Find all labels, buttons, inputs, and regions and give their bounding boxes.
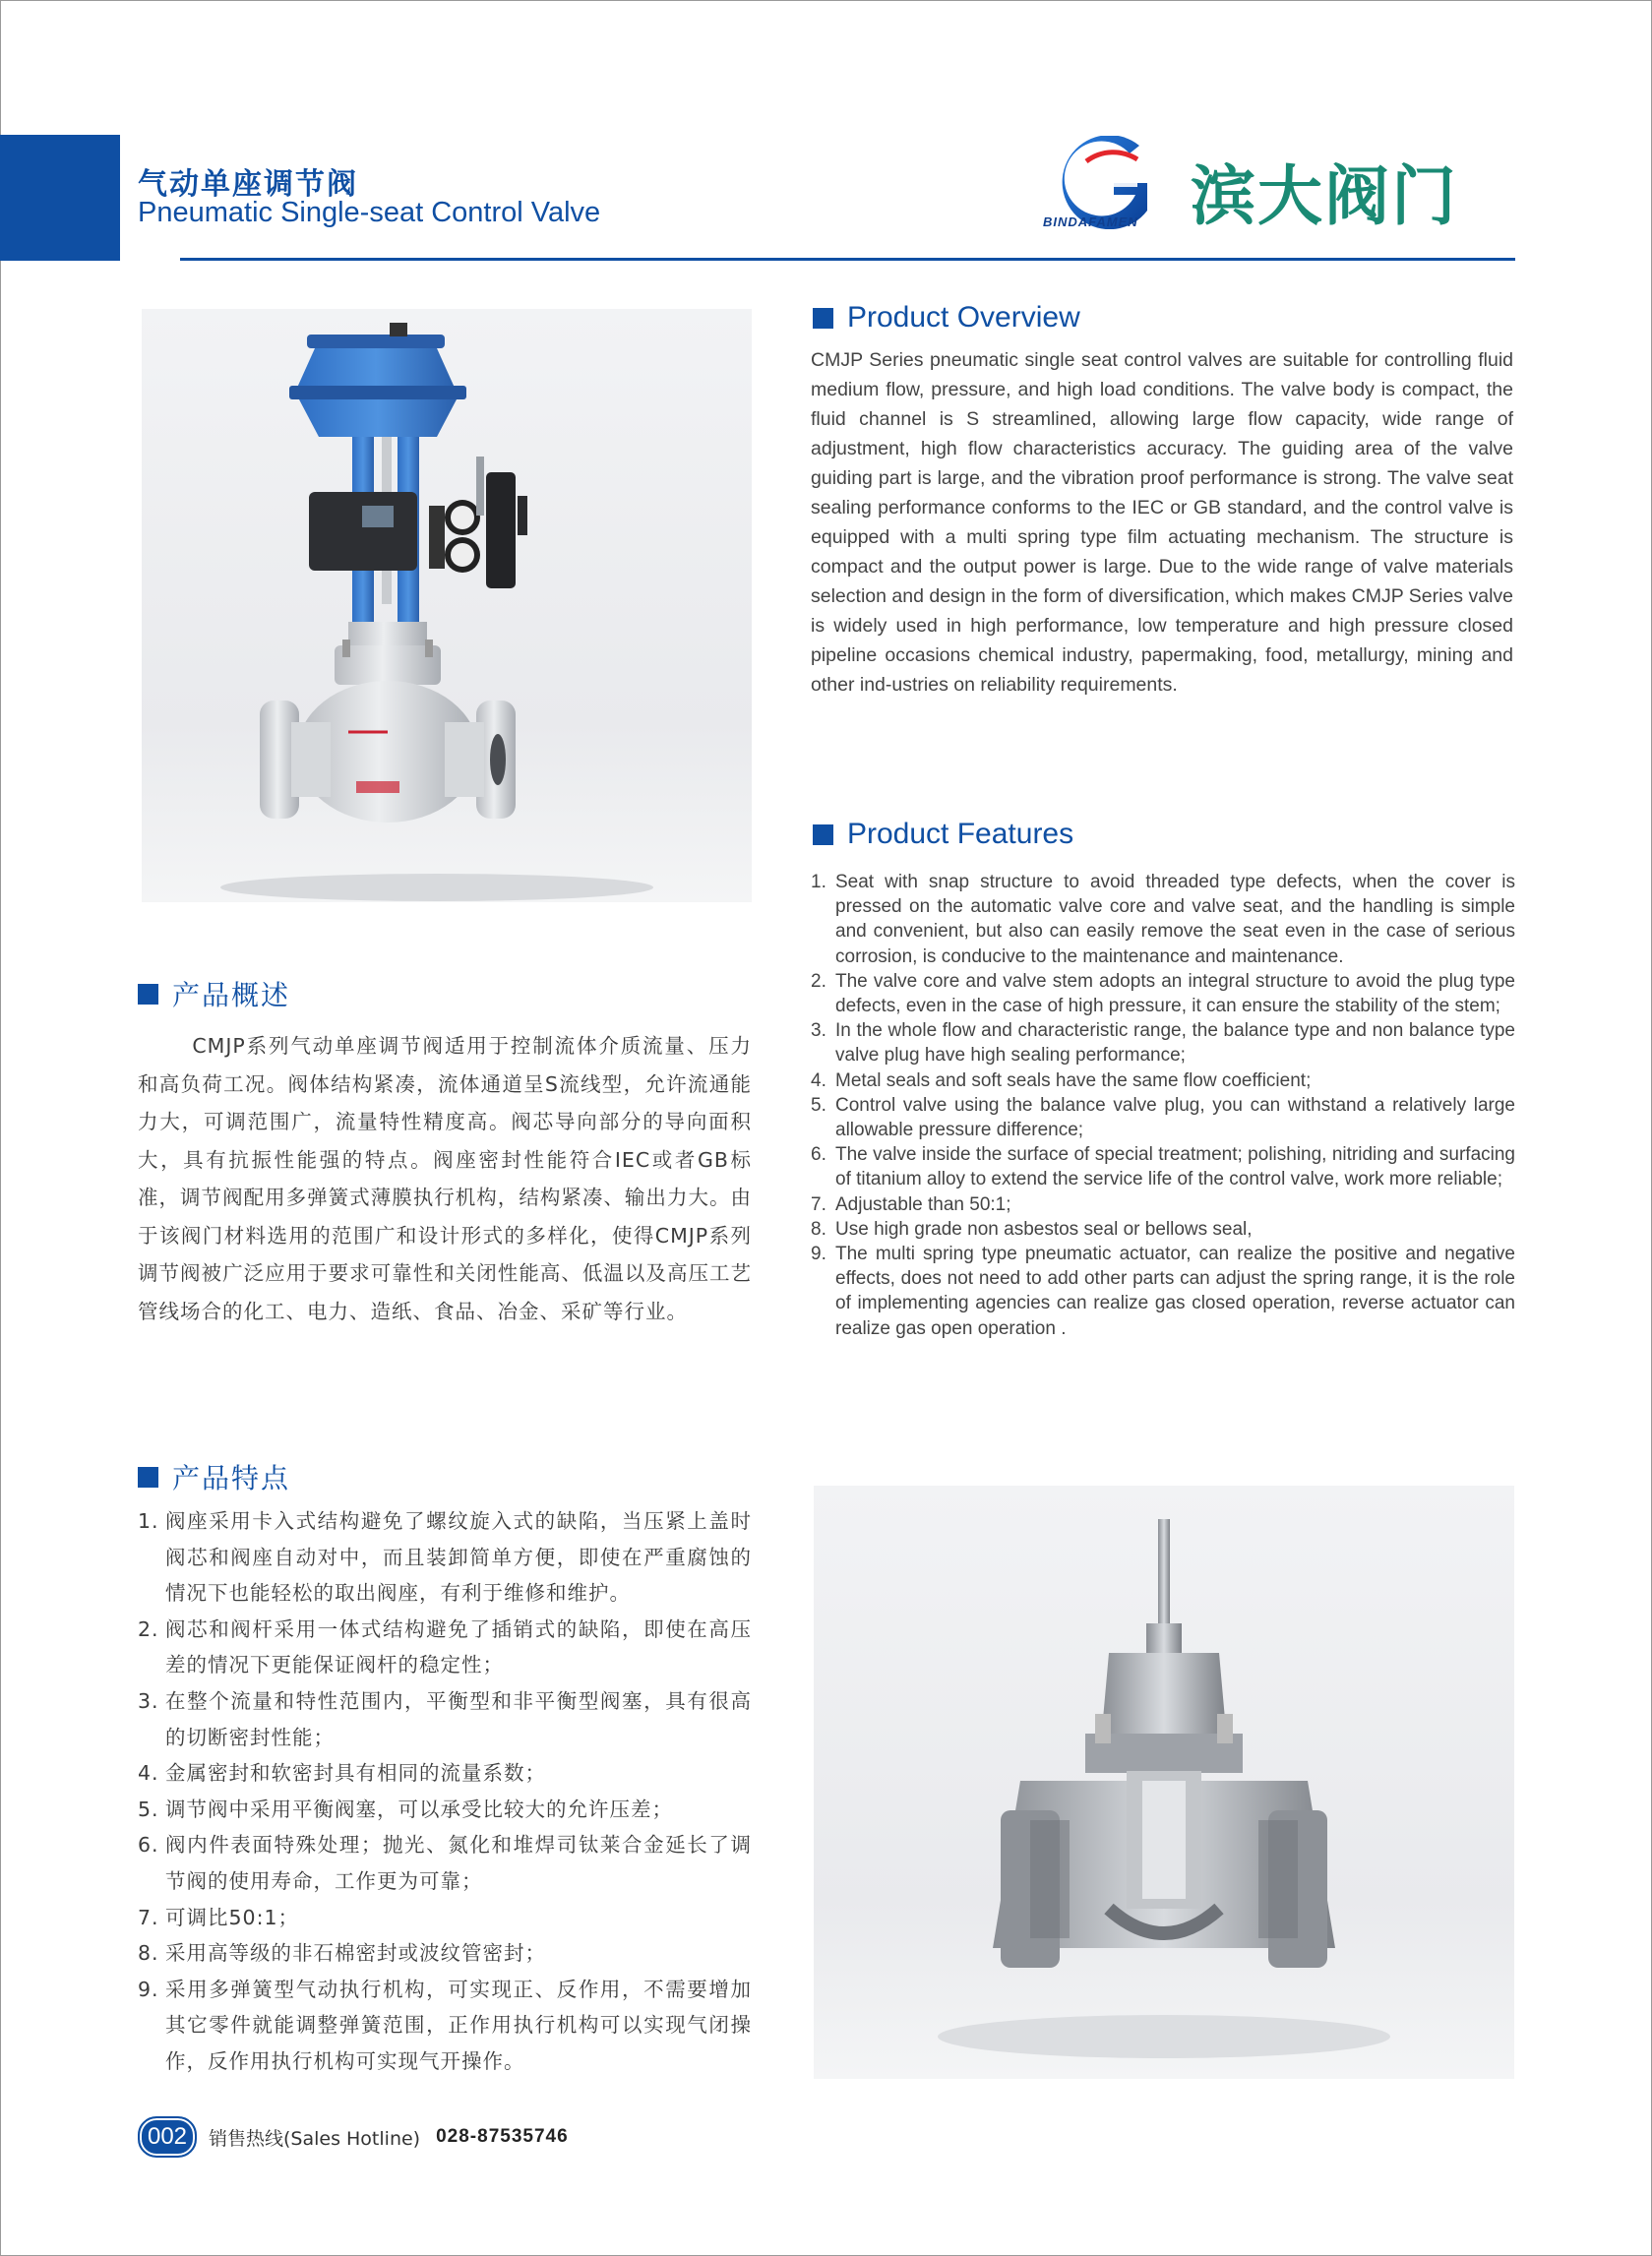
- list-item-text: In the whole flow and characteristic range, the balance type and non balance type valve plug have high sealing performance;: [835, 1020, 1515, 1067]
- page-footer: [138, 2116, 569, 2158]
- list-item-text: The valve core and valve stem adopts an integral structure to avoid the plug type defects, even in the case of high pressure, it can ensure the stability of the stem;: [835, 970, 1515, 1017]
- header-blue-tab: [0, 135, 120, 261]
- list-item: [138, 1827, 752, 1899]
- list-item-text: The multi spring type pneumatic actuator, can realize the positive and negative effects, does not need to add other parts can adjust the spring range, it is the role of implementing agencies can realize gas closed operation, reverse actuator can realize gas open operation .: [835, 1244, 1515, 1339]
- brand-logo: [1043, 136, 1466, 234]
- list-item: [811, 1068, 1515, 1093]
- sales-hotline-label: 销售热线(Sales Hotline): [209, 2127, 421, 2150]
- list-item: [138, 1755, 752, 1792]
- features-en-list: [811, 870, 1515, 1341]
- heading-square-icon: [813, 824, 833, 845]
- section-heading-overview-cn: [138, 974, 290, 1013]
- list-item-text: 可调比50:1；: [165, 1905, 300, 1929]
- section-heading-overview-en: [813, 301, 1080, 335]
- overview-en-heading: Product Overview: [847, 301, 1080, 334]
- list-item-text: Metal seals and soft seals have the same flow coefficient;: [835, 1069, 1312, 1091]
- features-cn-list: [138, 1503, 752, 2080]
- header-divider: [180, 258, 1515, 261]
- list-item: [138, 1792, 752, 1828]
- valve-product-photo: [142, 309, 752, 902]
- list-item: [811, 1242, 1515, 1341]
- list-item: [138, 1900, 752, 1936]
- list-item-text: 阀内件表面特殊处理；抛光、氮化和堆焊司钛莱合金延长了调节阀的使用寿命，工作更为可靠；: [165, 1833, 752, 1893]
- list-item: [138, 1683, 752, 1755]
- list-item-number: 3.: [811, 1020, 826, 1042]
- features-en-heading: Product Features: [847, 818, 1074, 850]
- overview-en-text: CMJP Series pneumatic single seat control valves are suitable for controlling fluid medium flow, pressure, and high load conditions. The valve body is compact, the fluid channel is S streamlined, allowing large flow capacity, wide range of adjustment, high flow characteristics accuracy. The guiding area of the valve guiding part is large, and the vibration proof performance is strong. The valve seat sealing performance conforms to the IEC or GB standard, and the control valve is equipped with a multi spring type film actuating mechanism. The structure is compact and the output power is large. Due to the wide range of valve materials selection and design in the form of diversification, which makes CMJP Series valve is widely used in high performance, low temperature and high pressure closed pipeline occasions chemical industry, papermaking, food, metallurgy, mining and other ind-ustries on reliability requirements.: [811, 349, 1513, 696]
- list-item-text: 在整个流量和特性范围内，平衡型和非平衡型阀塞，具有很高的切断密封性能；: [165, 1688, 752, 1749]
- heading-square-icon: [138, 984, 158, 1005]
- list-item-text: 阀芯和阀杆采用一体式结构避免了插销式的缺陷，即使在高压差的情况下更能保证阀杆的稳定性；: [165, 1616, 752, 1677]
- list-item-number: 3.: [138, 1688, 159, 1713]
- section-heading-features-cn: [138, 1457, 290, 1496]
- page-title-cn: 气动单座调节阀: [138, 167, 358, 202]
- list-item-number: 8.: [138, 1941, 159, 1966]
- list-item-number: 4.: [811, 1069, 826, 1091]
- list-item-text: 阀座采用卡入式结构避免了螺纹旋入式的缺陷，当压紧上盖时阀芯和阀座自动对中，而且装卸简单方便，即使在严重腐蚀的情况下也能轻松的取出阀座，有利于维修和维护。: [165, 1509, 752, 1606]
- list-item: [811, 1217, 1515, 1242]
- list-item: [811, 870, 1515, 969]
- brand-name-cn: 滨大阀门: [1191, 158, 1458, 234]
- list-item-number: 5.: [138, 1797, 159, 1821]
- list-item: [811, 1018, 1515, 1067]
- brand-name-en: BINDAFAMEN: [1043, 214, 1138, 229]
- list-item: [138, 1972, 752, 2080]
- list-item-number: 5.: [811, 1094, 826, 1116]
- list-item: [811, 1093, 1515, 1142]
- list-item-number: 8.: [811, 1218, 826, 1240]
- overview-cn-heading: 产品概述: [172, 979, 291, 1011]
- list-item-number: 6.: [138, 1833, 159, 1858]
- list-item: [811, 969, 1515, 1018]
- list-item-text: 调节阀中采用平衡阀塞，可以承受比较大的允许压差；: [165, 1797, 673, 1821]
- list-item: [138, 1503, 752, 1612]
- list-item-text: Adjustable than 50:1;: [835, 1193, 1011, 1215]
- list-item: [811, 1192, 1515, 1217]
- heading-square-icon: [138, 1467, 158, 1488]
- heading-square-icon: [813, 308, 833, 329]
- list-item-number: 9.: [138, 1977, 159, 2001]
- list-item-number: 2.: [811, 970, 826, 992]
- list-item-number: 2.: [138, 1616, 159, 1641]
- list-item-number: 1.: [811, 872, 826, 892]
- section-heading-features-en: [813, 818, 1073, 851]
- features-cn-heading: 产品特点: [172, 1462, 291, 1494]
- list-item-number: 4.: [138, 1761, 159, 1786]
- list-item: [811, 1142, 1515, 1191]
- list-item-text: The valve inside the surface of special treatment; polishing, nitriding and surfacing of titanium alloy to extend the service life of the control valve, work more reliable;: [835, 1144, 1515, 1190]
- list-item-number: 9.: [811, 1244, 826, 1265]
- list-item-text: Control valve using the balance valve plug, you can withstand a relatively large allowable pressure difference;: [835, 1094, 1515, 1141]
- list-item-text: 采用高等级的非石棉密封或波纹管密封；: [165, 1941, 546, 1966]
- list-item: [138, 1935, 752, 1972]
- list-item: [138, 1612, 752, 1683]
- valve-cutaway-photo: [814, 1486, 1514, 2079]
- list-item-number: 1.: [138, 1509, 159, 1533]
- list-item-text: Use high grade non asbestos seal or bellows seal,: [835, 1218, 1253, 1240]
- list-item-number: 7.: [138, 1905, 159, 1929]
- list-item-text: 金属密封和软密封具有相同的流量系数；: [165, 1761, 546, 1786]
- page-title-en: Pneumatic Single-seat Control Valve: [138, 197, 601, 228]
- list-item-text: Seat with snap structure to avoid threaded type defects, when the cover is pressed on the automatic valve core and valve seat, and the handling is simple and convenient, but also can easily remove the seat even in the case of serious corrosion, is conducive to the maintenance and maintenance.: [835, 872, 1515, 967]
- list-item-text: 采用多弹簧型气动执行机构，可实现正、反作用，不需要增加其它零件就能调整弹簧范围，正作用执行机构可以实现气闭操作，反作用执行机构可实现气开操作。: [165, 1977, 752, 2073]
- overview-cn-text: CMJP系列气动单座调节阀适用于控制流体介质流量、压力和高负荷工况。阀体结构紧凑，流体通道呈S流线型，允许流通能力大，可调范围广，流量特性精度高。阀芯导向部分的导向面积大，具有抗振性能强的特点。阀座密封性能符合IEC或者GB标准，调节阀配用多弹簧式薄膜执行机构，结构紧凑、输出力大。由于该阀门材料选用的范围广和设计形式的多样化，使得CMJP系列调节阀被广泛应用于要求可靠性和关闭性能高、低温以及高压工艺管线场合的化工、电力、造纸、食品、冶金、采矿等行业。: [138, 1034, 752, 1323]
- page-number-badge: 002: [138, 2116, 197, 2158]
- list-item-number: 6.: [811, 1144, 826, 1166]
- sales-hotline-number: 028-87535746: [436, 2126, 569, 2147]
- list-item-number: 7.: [811, 1193, 826, 1215]
